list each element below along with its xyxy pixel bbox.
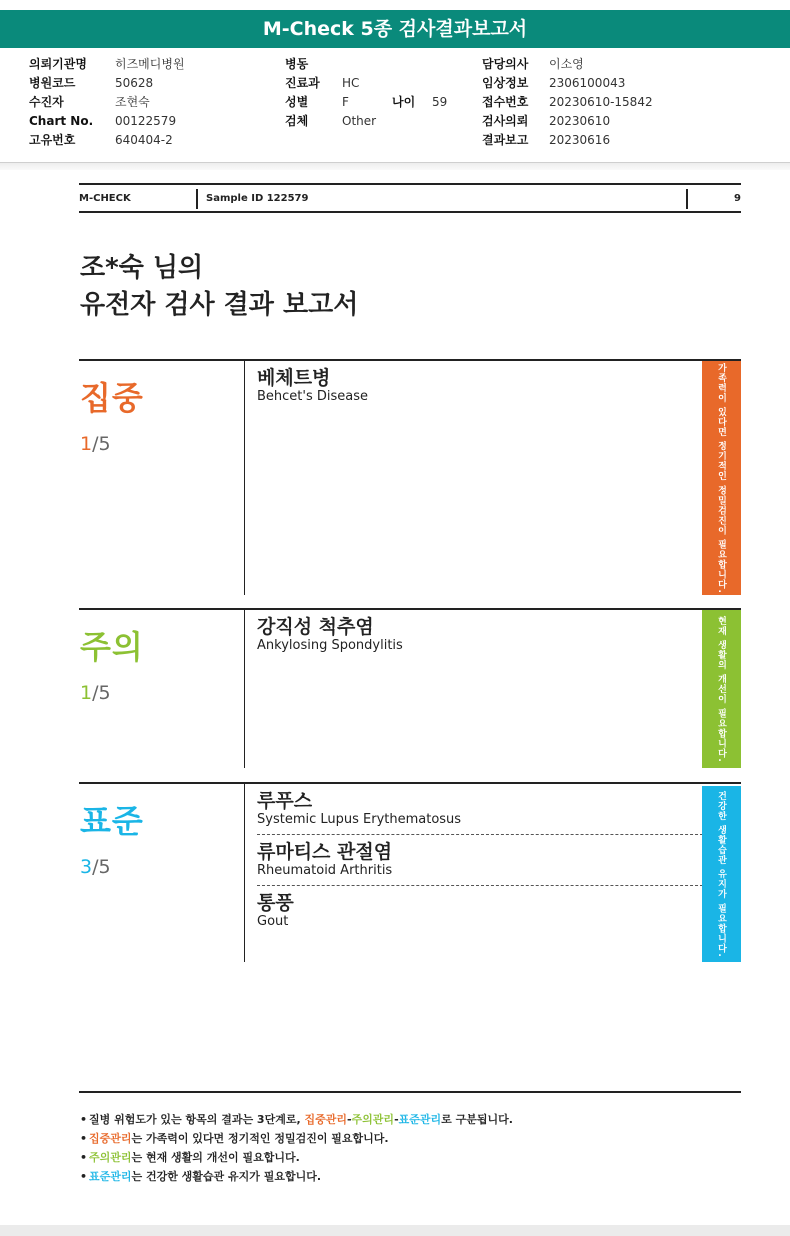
- info-column-3: [482, 55, 682, 150]
- info-value: 히즈메디병원: [115, 57, 185, 71]
- info-column-2: [285, 55, 465, 131]
- info-value: 20230610-15842: [549, 95, 653, 109]
- age-label: 나이: [392, 95, 416, 109]
- list-item: [257, 835, 703, 886]
- info-label: 진료과: [285, 76, 320, 90]
- info-label: 병동: [285, 57, 309, 71]
- info-column-1: [29, 55, 229, 150]
- section-title: 주의: [80, 628, 144, 666]
- report-heading-line1: 조*숙 님의: [80, 253, 204, 283]
- disease-name-ko: 류마티스 관절염: [257, 841, 393, 863]
- header-divider: [0, 162, 790, 170]
- bottom-strip: [0, 1225, 790, 1236]
- focus-label: 집중관리: [89, 1132, 132, 1145]
- standard-label: 표준관리: [398, 1113, 442, 1126]
- note-line: [80, 1167, 513, 1186]
- info-label: 의뢰기관명: [29, 57, 87, 71]
- disease-list: [257, 361, 703, 412]
- divider: [244, 610, 245, 768]
- brand-label: M-CHECK: [79, 193, 131, 204]
- disease-name-en: Gout: [257, 914, 289, 929]
- disease-name-ko: 통풍: [257, 892, 294, 914]
- disease-name-en: Rheumatoid Arthritis: [257, 863, 393, 878]
- info-label: Chart No.: [29, 114, 94, 128]
- section-count: [80, 682, 111, 704]
- note-line: [80, 1129, 513, 1148]
- side-note-text: 가족력이 있다면 정기적인 정밀검진이 필요합니다.: [716, 362, 726, 594]
- disease-list: [257, 784, 703, 937]
- notes-divider: [79, 1091, 741, 1093]
- info-label: 접수번호: [482, 95, 529, 109]
- note-text: 는 건강한 생활습관 유지가 필요합니다.: [131, 1170, 322, 1183]
- count-number: 3: [80, 856, 93, 878]
- caution-label: 주의관리: [89, 1151, 132, 1164]
- info-value: 20230610: [549, 114, 611, 128]
- info-value: 이소영: [549, 57, 584, 71]
- divider: [686, 189, 688, 209]
- side-note-bar: [702, 786, 741, 962]
- sample-id: Sample ID 122579: [206, 193, 309, 204]
- focus-label: 집중관리: [304, 1113, 347, 1126]
- list-item: [257, 361, 703, 412]
- info-label: 검체: [285, 114, 309, 128]
- info-value: HC: [342, 76, 360, 90]
- section-count: [80, 856, 111, 878]
- bullet-icon: •: [80, 1170, 88, 1183]
- list-item: [257, 886, 703, 937]
- list-item: [257, 610, 703, 661]
- count-total: /5: [92, 433, 111, 455]
- disease-list: [257, 610, 703, 661]
- notes: [80, 1110, 513, 1186]
- standard-label: 표준관리: [89, 1170, 132, 1183]
- side-note-bar: [702, 361, 741, 595]
- section-title: 집중: [80, 379, 144, 417]
- report-heading-line2: 유전자 검사 결과 보고서: [80, 290, 359, 320]
- side-note-text: 건강한 생활습관 유지가 필요합니다.: [716, 790, 726, 958]
- disease-name-ko: 베체트병: [257, 367, 331, 389]
- info-value: Other: [342, 114, 377, 128]
- info-label: 검사의뢰: [482, 114, 529, 128]
- list-item: [257, 784, 703, 835]
- count-total: /5: [92, 682, 111, 704]
- dash: -: [394, 1113, 399, 1126]
- page-number: 9: [734, 193, 741, 204]
- info-value: 조현숙: [115, 95, 150, 109]
- divider: [196, 189, 198, 209]
- count-total: /5: [92, 856, 111, 878]
- section-title: 표준: [80, 802, 144, 840]
- section-count: [80, 433, 111, 455]
- count-number: 1: [80, 682, 93, 704]
- page-header-strip: [79, 183, 741, 213]
- report-heading: [80, 250, 358, 324]
- note-text: 로 구분됩니다.: [441, 1113, 513, 1126]
- info-label: 수진자: [29, 95, 64, 109]
- disease-name-en: Systemic Lupus Erythematosus: [257, 812, 462, 827]
- info-label: 고유번호: [29, 133, 76, 147]
- info-label: 성별: [285, 95, 309, 109]
- disease-name-ko: 루푸스: [257, 790, 313, 812]
- report-title-bar: M-Check 5종 검사결과보고서: [0, 10, 790, 48]
- side-note-text: 현재 생활의 개선이 필요합니다.: [716, 615, 726, 763]
- info-label: 담당의사: [482, 57, 529, 71]
- disease-name-en: Ankylosing Spondylitis: [257, 638, 403, 653]
- section-standard: [79, 782, 741, 962]
- section-focus: [79, 359, 741, 595]
- bullet-icon: •: [80, 1113, 88, 1126]
- info-value: 00122579: [115, 114, 177, 128]
- disease-name-en: Behcet's Disease: [257, 389, 369, 404]
- info-label: 결과보고: [482, 133, 529, 147]
- age-value: 59: [432, 95, 448, 109]
- side-note-bar: [702, 610, 741, 768]
- bullet-icon: •: [80, 1132, 88, 1145]
- dash: -: [346, 1113, 352, 1126]
- bullet-icon: •: [80, 1151, 88, 1164]
- disease-name-ko: 강직성 척추염: [257, 616, 374, 638]
- note-line: [80, 1148, 513, 1167]
- info-label: 임상정보: [482, 76, 529, 90]
- info-value: F: [342, 95, 349, 109]
- info-value: 50628: [115, 76, 154, 90]
- caution-label: 주의관리: [351, 1113, 395, 1126]
- count-number: 1: [80, 433, 93, 455]
- info-value: 640404-2: [115, 133, 173, 147]
- note-text: 질병 위험도가 있는 항목의 결과는 3단계로,: [89, 1113, 305, 1126]
- note-text: 는 가족력이 있다면 정기적인 정밀검진이 필요합니다.: [131, 1132, 389, 1145]
- divider: [244, 784, 245, 962]
- info-value: 20230616: [549, 133, 611, 147]
- note-line: [80, 1110, 513, 1129]
- info-label: 병원코드: [29, 76, 76, 90]
- divider: [244, 361, 245, 595]
- info-value: 2306100043: [549, 76, 626, 90]
- section-caution: [79, 608, 741, 768]
- note-text: 는 현재 생활의 개선이 필요합니다.: [131, 1151, 300, 1164]
